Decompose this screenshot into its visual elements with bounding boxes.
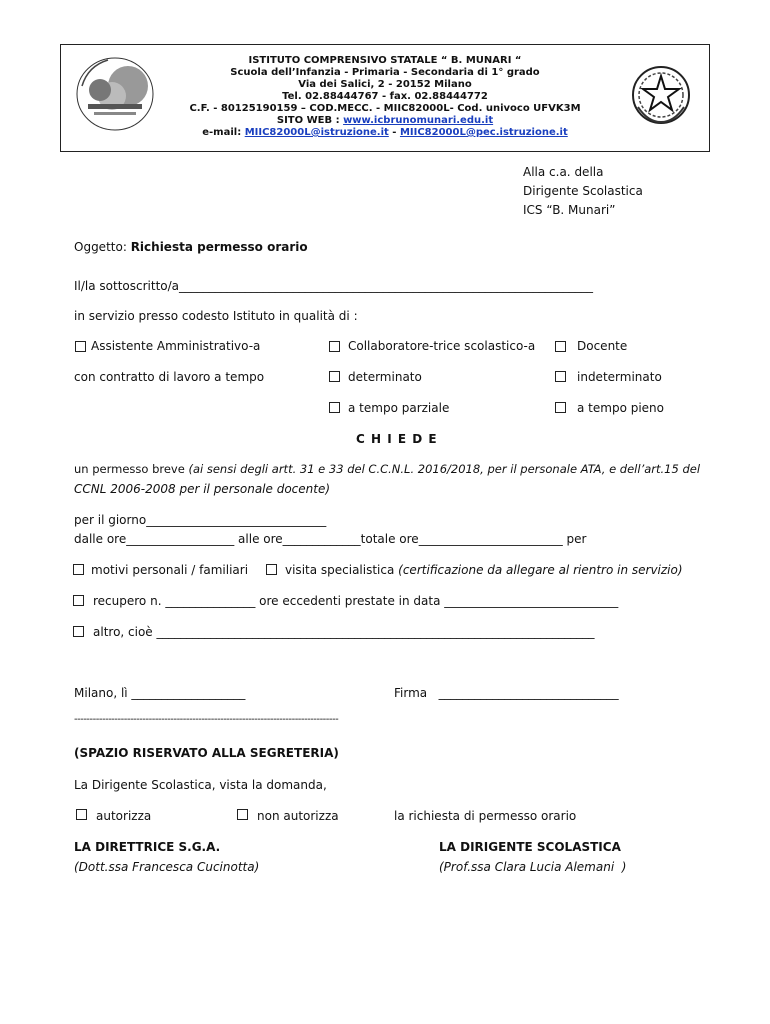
label-tempo-pieno: a tempo pieno: [577, 401, 664, 415]
checkbox-determinato[interactable]: [329, 371, 340, 382]
republic-emblem-icon: [628, 62, 694, 128]
website-label: SITO WEB :: [276, 115, 340, 126]
dsga-title: LA DIRETTRICE S.G.A.: [74, 840, 221, 854]
checkbox-altro[interactable]: [73, 626, 84, 637]
school-website: [61, 115, 709, 127]
school-codes: C.F. - 80125190159 – COD.MECC. - MIIC82000L- Cod. univoco UFVK3M: [189, 103, 581, 114]
checkbox-recupero[interactable]: [73, 595, 84, 606]
permesso-italic-1: (ai sensi degli artt. 31 e 33 del C.C.N.L. 2016/2018, per il personale ATA, e dell’art.15 del: [188, 462, 701, 476]
sottoscritto-field[interactable]: Il/la sottoscritto/a_____________________________________________________________________: [74, 279, 594, 293]
checkbox-tempo-pieno[interactable]: [555, 402, 566, 413]
checkbox-tempo-parziale[interactable]: [329, 402, 340, 413]
segreteria-title: (SPAZIO RISERVATO ALLA SEGRETERIA): [74, 746, 339, 760]
checkbox-indeterminato[interactable]: [555, 371, 566, 382]
checkbox-collaboratore[interactable]: [329, 341, 340, 352]
ds-title: LA DIRIGENTE SCOLASTICA: [439, 840, 621, 854]
addressee-line-2: Dirigente Scolastica: [523, 184, 643, 198]
checkbox-motivi-personali[interactable]: [73, 564, 84, 575]
label-assistente: Assistente Amministrativo-a: [91, 339, 261, 353]
website-link[interactable]: www.icbrunomunari.edu.it: [343, 115, 494, 126]
checkbox-docente[interactable]: [555, 341, 566, 352]
label-visita-specialistica: [285, 563, 683, 577]
firma-field[interactable]: Firma ______________________________: [394, 686, 619, 700]
label-richiesta: la richiesta di permesso orario: [394, 809, 577, 823]
separator-line: -------------------------------------------------------------------------------------: [74, 714, 339, 725]
label-tempo-parziale: a tempo parziale: [348, 401, 450, 415]
label-indeterminato: indeterminato: [577, 370, 662, 384]
checkbox-non-autorizza[interactable]: [237, 809, 248, 820]
school-email: [61, 127, 709, 139]
email-label: e-mail:: [202, 127, 242, 138]
label-motivi-personali: motivi personali / familiari: [91, 563, 249, 577]
school-levels: Scuola dell’Infanzia - Primaria - Secondaria di 1° grado: [230, 67, 540, 78]
subject-value: Richiesta permesso orario: [130, 240, 308, 254]
email-link-pec[interactable]: MIIC82000L@pec.istruzione.it: [399, 127, 568, 138]
label-collaboratore: Collaboratore-trice scolastico-a: [348, 339, 536, 353]
permesso-lead: un permesso breve: [74, 462, 189, 476]
dsga-name: (Dott.ssa Francesca Cucinotta): [74, 860, 260, 874]
permesso-italic-2: CCNL 2006-2008 per il personale docente): [74, 482, 331, 496]
label-altro[interactable]: altro, cioè _________________________________________________________________________: [93, 625, 595, 639]
contratto-label: con contratto di lavoro a tempo: [74, 370, 265, 384]
ore-field[interactable]: dalle ore__________________ alle ore_____________totale ore________________________ per: [74, 532, 587, 546]
luogo-data-field[interactable]: Milano, lì ___________________: [74, 686, 246, 700]
giorno-field[interactable]: per il giorno______________________________: [74, 513, 327, 527]
label-docente: Docente: [577, 339, 628, 353]
servizio-text: in servizio presso codesto Istituto in qualità di :: [74, 309, 358, 323]
segreteria-vista: La Dirigente Scolastica, vista la domanda,: [74, 778, 327, 792]
label-recupero[interactable]: recupero n. _______________ ore eccedenti prestate in data _____________________________: [93, 594, 619, 608]
email-link-istruzione[interactable]: MIIC82000L@istruzione.it: [244, 127, 389, 138]
permesso-line-1: [74, 462, 700, 476]
checkbox-autorizza[interactable]: [76, 809, 87, 820]
checkbox-visita-specialistica[interactable]: [266, 564, 277, 575]
school-logo-icon: [74, 52, 156, 134]
visita-note: (certificazione da allegare al rientro in servizio): [398, 563, 683, 577]
addressee-line-1: Alla c.a. della: [523, 165, 604, 179]
email-separator: -: [388, 127, 400, 138]
subject-line: [74, 240, 308, 254]
subject-label: Oggetto:: [74, 240, 127, 254]
label-non-autorizza: non autorizza: [257, 809, 339, 823]
label-autorizza: autorizza: [96, 809, 152, 823]
label-determinato: determinato: [348, 370, 422, 384]
chiede-heading: C H I E D E: [356, 432, 438, 446]
school-name: ISTITUTO COMPRENSIVO STATALE “ B. MUNARI “: [248, 55, 522, 66]
checkbox-assistente[interactable]: [75, 341, 86, 352]
visita-text: visita specialistica: [285, 563, 399, 577]
letterhead-box: [60, 44, 710, 152]
school-phone: Tel. 02.88444767 - fax. 02.88444772: [282, 91, 488, 102]
school-address: Via dei Salici, 2 - 20152 Milano: [298, 79, 472, 90]
addressee-line-3: ICS “B. Munari”: [523, 203, 616, 217]
ds-name: (Prof.ssa Clara Lucia Alemani ): [439, 860, 627, 874]
